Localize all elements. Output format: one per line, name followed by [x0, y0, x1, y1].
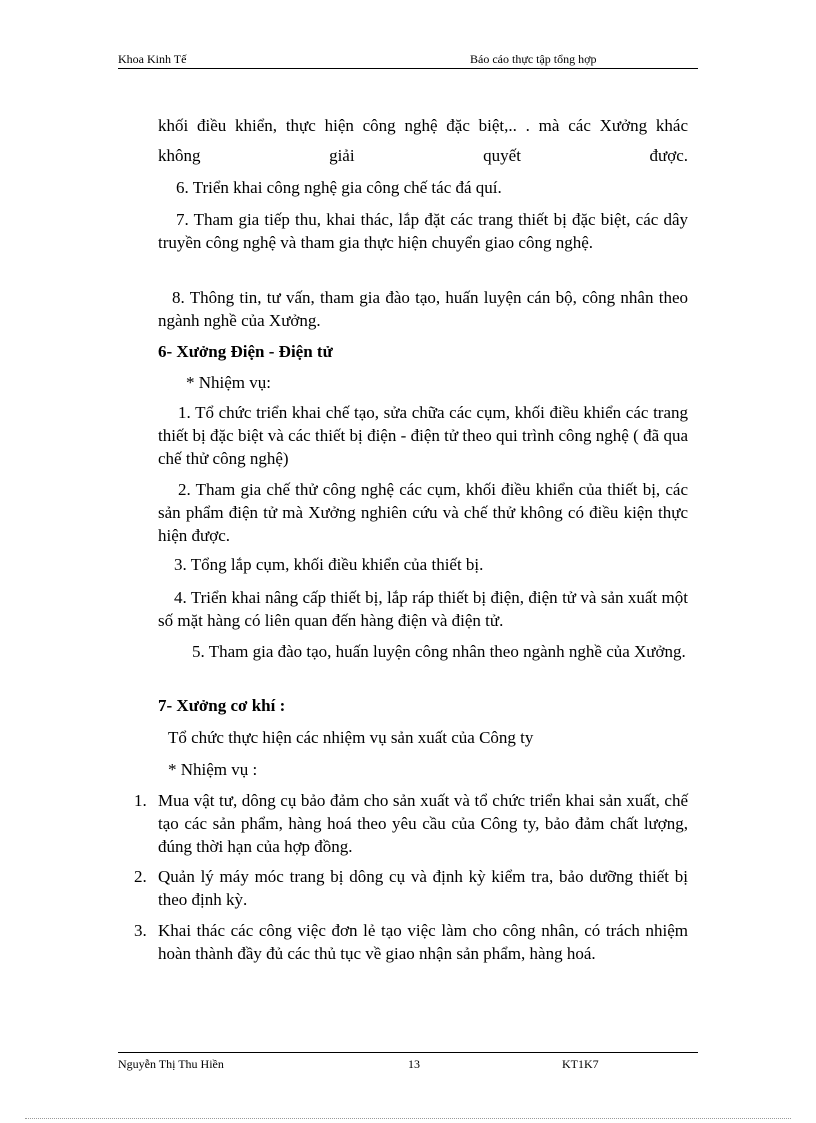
list-item-number: 2. [134, 867, 147, 886]
page-header [118, 52, 698, 69]
section-6-item-1: 1. Tổ chức triển khai chế tạo, sửa chữa các cụm, khối điều khiển các trang thiết bị đặc biệt và các thiết bị điện - điện tử theo qui trình công nghệ ( đã qua chế thử công nghệ) [158, 403, 688, 468]
section-6-item-3: 3. Tổng lắp cụm, khối điều khiển của thiết bị. [174, 555, 484, 574]
footer-author: Nguyễn Thị Thu Hiền [118, 1057, 224, 1071]
section-6-title: 6- Xưởng Điện - Điện tử [158, 342, 333, 361]
footer-class: KT1K7 [562, 1057, 599, 1071]
section-6-item-4: 4. Triển khai nâng cấp thiết bị, lắp ráp thiết bị điện, điện tử và sản xuất một số mặt hàng có liên quan đến hàng điện và điện tử. [158, 588, 688, 630]
list-item-text: Mua vật tư, dông cụ bảo đảm cho sản xuất và tổ chức triển khai sản xuất, chế tạo các sản phẩm, hàng hoá theo yêu cầu của Công ty, bảo đảm chất lượng, đúng thời hạn của hợp đồng. [158, 791, 688, 856]
paragraph-item-7: 7. Tham gia tiếp thu, khai thác, lắp đặt các trang thiết bị đặc biệt, các dây truyền công nghệ và tham gia thực hiện chuyển giao công nghệ. [158, 210, 688, 252]
list-item-text: Khai thác các công việc đơn lẻ tạo việc làm cho công nhân, có trách nhiệm hoàn thành đầy đủ các thủ tục về giao nhận sản phẩm, hàng hoá. [158, 921, 688, 963]
list-item [134, 919, 688, 965]
section-6-task-label: * Nhiệm vụ: [186, 373, 271, 392]
paragraph-item-6: 6. Triển khai công nghệ gia công chế tác đá quí. [176, 178, 502, 197]
paragraph-continued: khối điều khiển, thực hiện công nghệ đặc biệt,.. . mà các Xưởng khác [158, 116, 688, 135]
list-item-text: Quản lý máy móc trang bị dông cụ và định kỳ kiểm tra, bảo dưỡng thiết bị theo định kỳ. [158, 867, 688, 909]
list-item-number: 1. [134, 791, 147, 810]
page-footer [118, 1052, 698, 1073]
paragraph-item-8: 8. Thông tin, tư vấn, tham gia đào tạo, huấn luyện cán bộ, công nhân theo ngành nghề của Xưởng. [158, 288, 688, 330]
list-item-number: 3. [134, 921, 147, 940]
list-item [134, 865, 688, 911]
header-left: Khoa Kinh Tế [118, 52, 187, 66]
section-6-item-2: 2. Tham gia chế thử công nghệ các cụm, khối điều khiển của thiết bị, các sản phẩm điện tử mà Xưởng nghiên cứu và chế thử không có điều kiện thực hiện được. [158, 480, 688, 545]
section-7-title: 7- Xưởng cơ khí : [158, 696, 286, 715]
section-6-item-5: 5. Tham gia đào tạo, huấn luyện công nhân theo ngành nghề của Xưởng. [192, 642, 686, 661]
list-item [134, 789, 688, 858]
page-edge-divider [25, 1118, 791, 1119]
section-7-intro: Tổ chức thực hiện các nhiệm vụ sản xuất của Công ty [168, 728, 534, 747]
header-right: Báo cáo thực tập tổng hợp [470, 52, 597, 66]
page-number: 13 [408, 1057, 420, 1071]
section-7-task-label: * Nhiệm vụ : [168, 760, 258, 779]
paragraph-continued-end: không giải quyết được. [158, 146, 688, 165]
